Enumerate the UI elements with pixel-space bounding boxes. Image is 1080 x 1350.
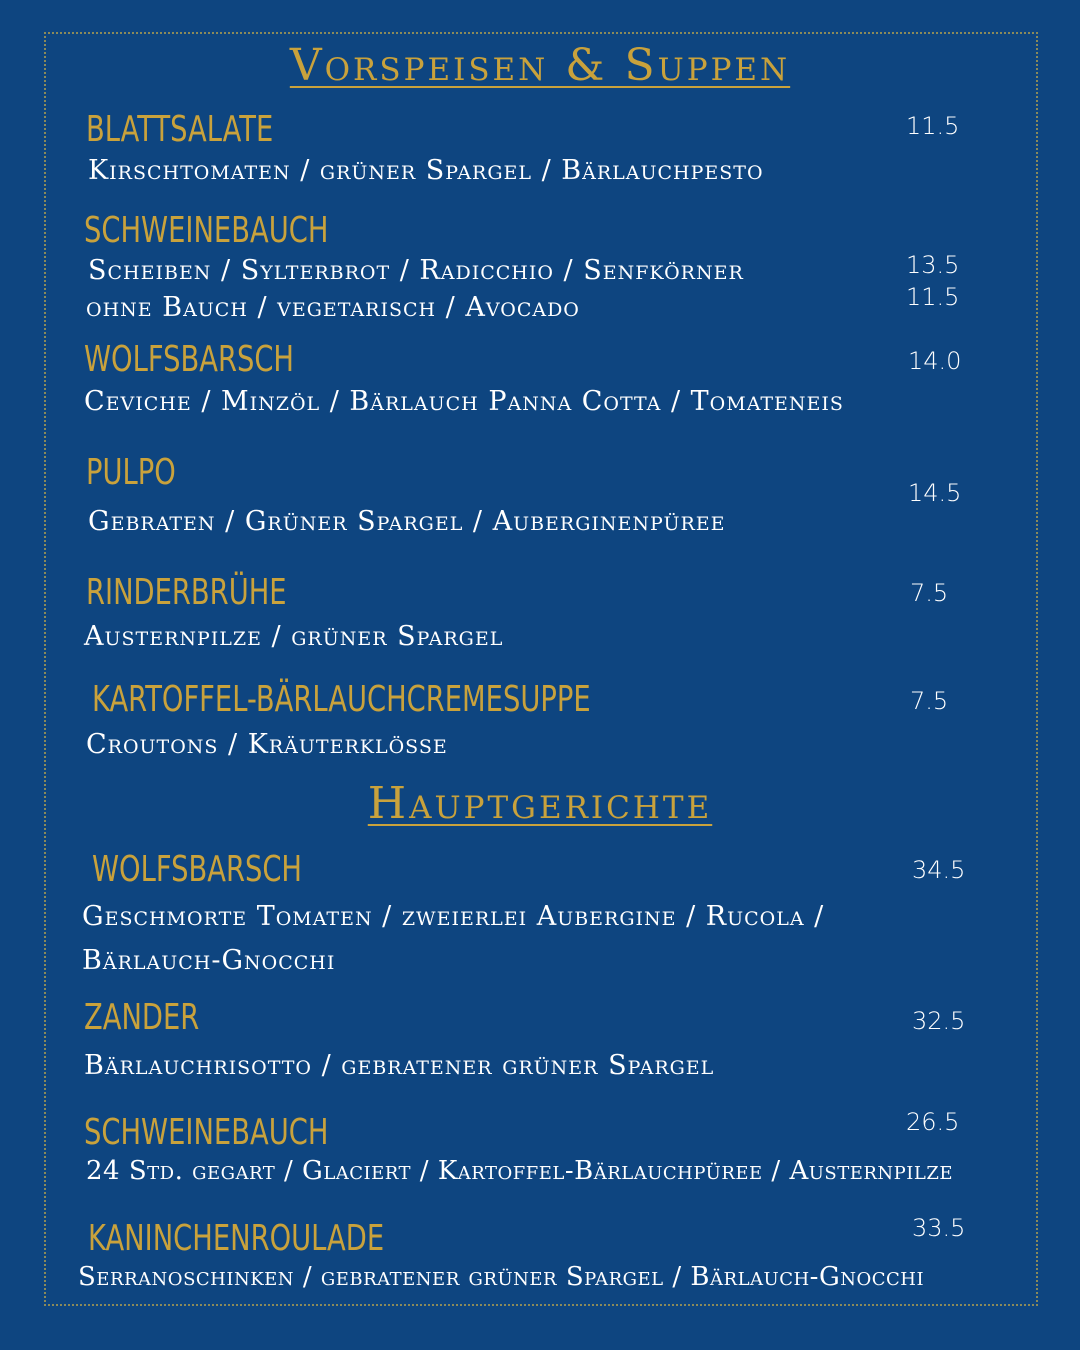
dish-price-variant: 11.5 [906,283,960,311]
dish-title: KARTOFFEL-BÄRLAUCHCREMESUPPE [92,679,591,720]
dish-description: Bärlauchrisotto / gebratener grüner Spargel [84,1050,715,1081]
dish-title: SCHWEINEBAUCH [84,210,329,251]
dish-description: Geschmorte Tomaten / zweierlei Aubergine / Rucola / [82,901,825,932]
section-heading-mains: Hauptgerichte [367,778,713,829]
dish-price: 11.5 [906,112,960,140]
dish-price: 26.5 [906,1108,960,1136]
dish-title: SCHWEINEBAUCH [84,1112,329,1153]
dish-price: 14.5 [908,479,962,507]
dish-price: 32.5 [912,1007,966,1035]
dish-price: 33.5 [912,1214,966,1242]
dish-title: PULPO [86,452,176,493]
dish-description: 24 Std. gegart / Glaciert / Kartoffel-Bärlauchpüree / Austernpilze [86,1156,953,1186]
dish-description: Scheiben / Sylterbrot / Radicchio / Senfkörner [88,255,744,286]
dish-price: 7.5 [910,687,949,715]
dish-price: 34.5 [912,856,966,884]
dish-title: KANINCHENROULADE [88,1218,385,1259]
dish-description: Bärlauch-Gnocchi [82,945,336,976]
section-heading-starters: Vorspeisen & Suppen [289,40,791,91]
dish-description: Gebraten / Grüner Spargel / Auberginenpüree [88,506,726,537]
dish-price: 14.0 [908,347,962,375]
dish-description: Ceviche / Minzöl / Bärlauch Panna Cotta / Tomateneis [84,386,844,417]
dish-title: BLATTSALATE [86,109,274,150]
dish-description: Serranoschinken / gebratener grüner Spargel / Bärlauch-Gnocchi [78,1262,925,1292]
dish-description: Austernpilze / grüner Spargel [84,621,504,652]
dish-title: RINDERBRÜHE [86,572,287,613]
dish-title: WOLFSBARSCH [84,339,294,380]
dish-price: 7.5 [910,579,949,607]
dish-title: ZANDER [84,997,200,1038]
dish-title: WOLFSBARSCH [92,849,302,890]
dish-price: 13.5 [906,251,960,279]
dish-description: Kirschtomaten / grüner Spargel / Bärlauchpesto [88,155,764,186]
dish-description-variant: ohne Bauch / vegetarisch / Avocado [86,292,580,323]
dish-description: Croutons / Kräuterklösse [86,729,448,760]
